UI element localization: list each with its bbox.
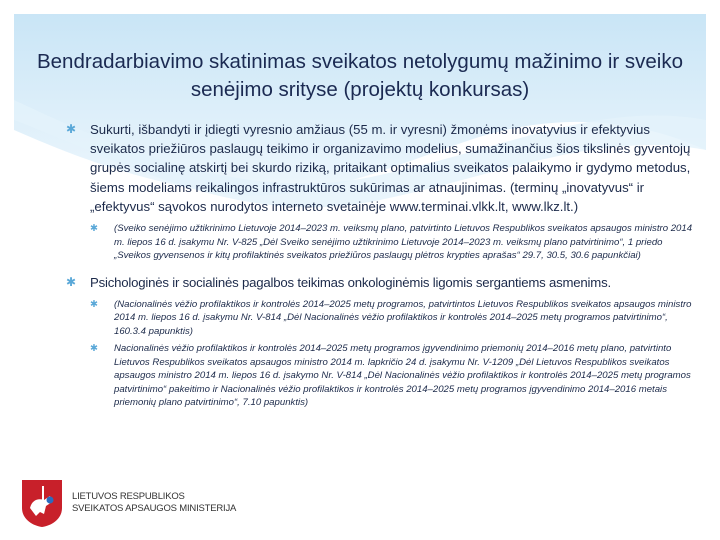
sub-bullet-text: (Nacionalinės vėžio profilaktikos ir kontrolės 2014–2025 metų programos, patvirtintos Lietuvos Respublikos sveikatos apsaugos ministro 2014 m. liepos 16 d. įsakymu Nr. V-814 „Dėl Nacionalinės vėžio profilaktikos ir kontrolės 2014–2025 metų programos patvirtinimo“, 160.3.4 papunktis) — [114, 298, 692, 337]
slide-content — [66, 120, 696, 414]
logo-text-line2: SVEIKATOS APSAUGOS MINISTERIJA — [72, 503, 237, 514]
ministry-logo — [20, 478, 236, 528]
bullet-star-icon: ✱ — [90, 343, 99, 355]
sub-bullet-text: Nacionalinės vėžio profilaktikos ir kontrolės 2014–2025 metų programos įgyvendinimo priemonių 2014–2016 metų plano, patvirtinto Lietuvos Respublikos sveikatos apsaugos ministro 2014 m. lapkričio 24 d. įsakymu Nr. V-1209 „Dėl Lietuvos Respublikos sveikatos apsaugos ministro 2014 m. liepos 16 d. įsakymo Nr. V-814 „Dėl Nacionalinės vėžio profilaktikos ir kontrolės 2014–2025 metų programos patvirtinimo“ pakeitimo ir Nacionalinės vėžio profilaktikos ir kontrolės 2014–2025 metų programos įgyvendinimo 2014–2016 metais priemonių plano patvirtinimo“, 7.10 papunktis) — [114, 343, 691, 409]
bullet-item — [66, 273, 696, 292]
sub-bullet-text: (Sveiko senėjimo užtikrinimo Lietuvoje 2014–2023 m. veiksmų plano, patvirtinto Lietuvos Respublikos sveikatos apsaugos ministro 2014 m. liepos 16 d. įsakymu Nr. V-825 „Dėl Sveiko senėjimo užtikrinimo Lietuvoje 2014–2023 m. veiksmų plano patvirtinimo“, 1 priedo „Sveikos gyvensenos ir kitų profilaktinės sveikatos priežiūros paslaugų plėtros krypties aprašas“ 29.7, 30.5, 30.6 papunkčiai) — [114, 223, 693, 262]
bullet-star-icon: ✱ — [90, 223, 99, 235]
slide-title: Bendradarbiavimo skatinimas sveikatos netolygumų mažinimo ir sveiko senėjimo srityse (projektų konkursas) — [36, 50, 684, 101]
bullet-text: Sukurti, išbandyti ir įdiegti vyresnio amžiaus (55 m. ir vyresni) žmonėms inovatyvius ir efektyvius sveikatos priežiūros paslaugų teikimo ir organizavimo modelius, sumažinančius šios tikslinės gyventojų grupės socialinę atskirtį bei skurdo riziką, pritaikant optimalius sveikatos palaikymo ir gydymo metodus, šiems modeliams reikalingos infrastruktūros sukūrimas ar atnaujinimas. (terminų „inovatyvus“ ir „efektyvus“ sąvokos nurodytos interneto svetainėje www.terminai.vlkk.lt, www.lkz.lt.) — [90, 122, 691, 214]
bullet-text: Psichologinės ir socialinės pagalbos teikimas onkologinėmis ligomis sergantiems asmenims. — [90, 274, 611, 290]
bullet-item — [66, 120, 696, 216]
logo-text-line1: LIETUVOS RESPUBLIKOS — [72, 491, 185, 502]
sub-bullet-item — [66, 222, 696, 263]
vytis-coat-of-arms-icon — [20, 478, 64, 528]
sub-bullet-item — [66, 342, 696, 410]
bullet-star-icon: ✱ — [66, 274, 77, 289]
bullet-star-icon: ✱ — [90, 298, 99, 310]
bullet-star-icon: ✱ — [66, 122, 77, 136]
sub-bullet-item — [66, 298, 696, 339]
